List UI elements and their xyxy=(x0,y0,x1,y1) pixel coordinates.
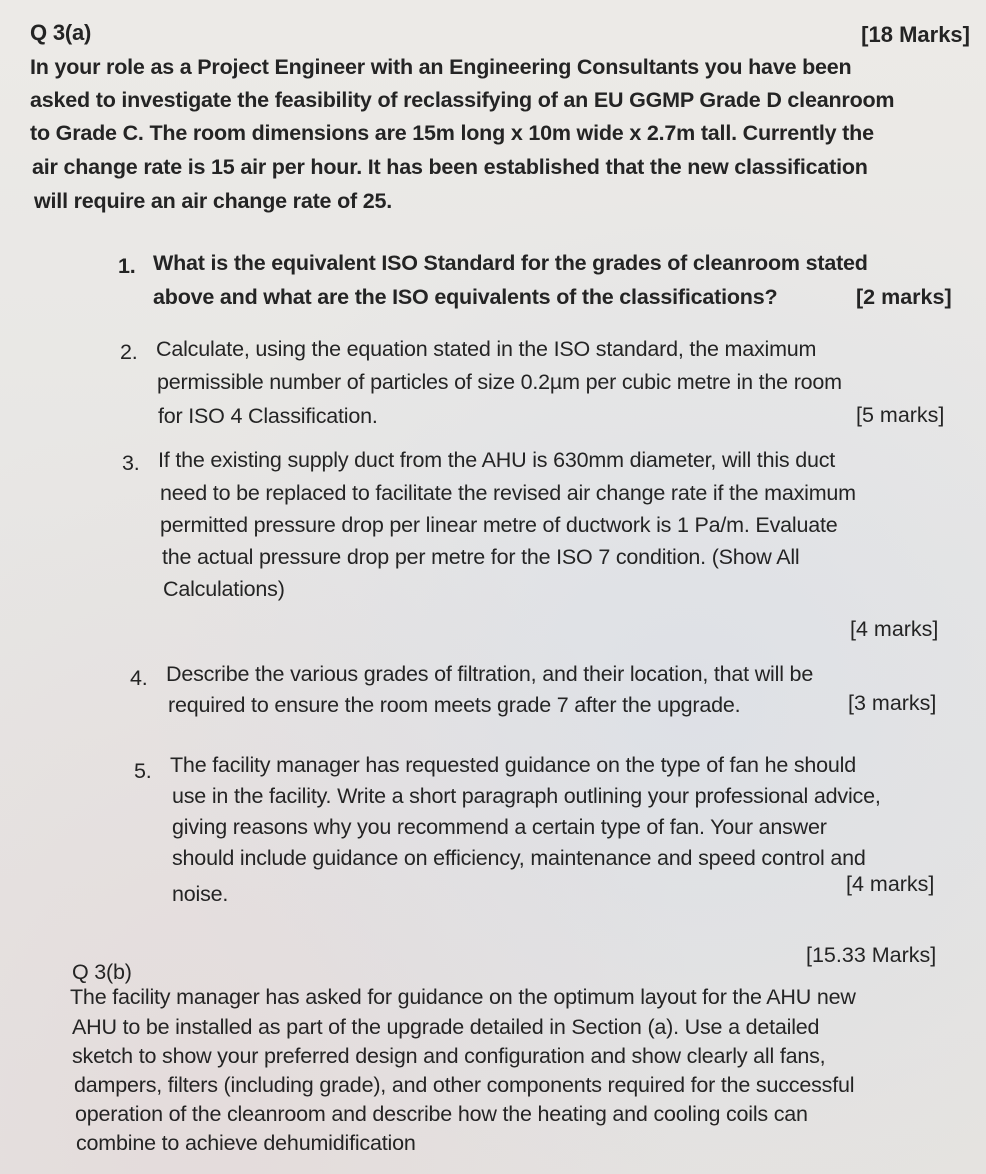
intro-line-1: In your role as a Project Engineer with an Engineering Consultants you have been xyxy=(30,55,852,79)
question-number-1: 1. xyxy=(118,254,136,278)
intro-line-3: to Grade C. The room dimensions are 15m long x 10m wide x 2.7m tall. Currently the xyxy=(30,121,874,145)
question-2-line-3: for ISO 4 Classification. xyxy=(158,404,378,428)
question-5-marks: [4 marks] xyxy=(846,872,935,896)
intro-line-5: will require an air change rate of 25. xyxy=(34,189,393,213)
question-3-line-4: the actual pressure drop per metre for the ISO 7 condition. (Show All xyxy=(162,545,800,569)
question-5-line-5: noise. xyxy=(172,882,229,906)
question-5-line-4: should include guidance on efficiency, maintenance and speed control and xyxy=(172,846,866,870)
q3b-line-1: The facility manager has asked for guidance on the optimum layout for the AHU new xyxy=(70,985,856,1009)
section-marks-q3a: [18 Marks] xyxy=(861,22,970,47)
q3b-line-3: sketch to show your preferred design and configuration and show clearly all fans, xyxy=(72,1044,826,1068)
question-3-line-2: need to be replaced to facilitate the revised air change rate if the maximum xyxy=(160,481,856,505)
question-3-line-1: If the existing supply duct from the AHU is 630mm diameter, will this duct xyxy=(158,448,836,472)
intro-line-4: air change rate is 15 air per hour. It has been established that the new classification xyxy=(32,155,868,179)
section-label-q3b: Q 3(b) xyxy=(72,960,132,984)
q3b-line-6: combine to achieve dehumidification xyxy=(76,1131,416,1155)
question-4-marks: [3 marks] xyxy=(848,691,937,715)
section-marks-q3b: [15.33 Marks] xyxy=(806,943,937,967)
question-3-line-5: Calculations) xyxy=(163,577,285,601)
question-1-line-2: above and what are the ISO equivalents of the classifications? xyxy=(153,285,778,309)
q3b-line-5: operation of the cleanroom and describe how the heating and cooling coils can xyxy=(75,1102,808,1126)
question-4-line-1: Describe the various grades of filtration, and their location, that will be xyxy=(166,662,814,686)
question-2-marks: [5 marks] xyxy=(856,403,945,427)
q3b-line-2: AHU to be installed as part of the upgrade detailed in Section (a). Use a detailed xyxy=(72,1015,820,1039)
question-number-5: 5. xyxy=(134,759,152,783)
question-number-3: 3. xyxy=(122,451,140,475)
question-1-marks: [2 marks] xyxy=(856,285,952,309)
question-5-line-1: The facility manager has requested guidance on the type of fan he should xyxy=(170,753,857,777)
question-number-4: 4. xyxy=(130,666,148,690)
section-label-q3a: Q 3(a) xyxy=(30,20,92,45)
question-3-line-3: permitted pressure drop per linear metre of ductwork is 1 Pa/m. Evaluate xyxy=(160,513,838,537)
question-2-line-2: permissible number of particles of size 0.2µm per cubic metre in the room xyxy=(157,370,842,394)
question-4-line-2: required to ensure the room meets grade 7 after the upgrade. xyxy=(168,693,741,717)
question-5-line-2: use in the facility. Write a short paragraph outlining your professional advice, xyxy=(172,784,881,808)
question-2-line-1: Calculate, using the equation stated in the ISO standard, the maximum xyxy=(156,337,817,361)
question-1-line-1: What is the equivalent ISO Standard for the grades of cleanroom stated xyxy=(153,251,868,275)
question-3-marks: [4 marks] xyxy=(850,617,939,641)
intro-line-2: asked to investigate the feasibility of reclassifying of an EU GGMP Grade D cleanroom xyxy=(30,88,895,112)
question-number-2: 2. xyxy=(120,340,138,364)
q3b-line-4: dampers, filters (including grade), and other components required for the successful xyxy=(74,1073,855,1097)
question-5-line-3: giving reasons why you recommend a certain type of fan. Your answer xyxy=(172,815,827,839)
